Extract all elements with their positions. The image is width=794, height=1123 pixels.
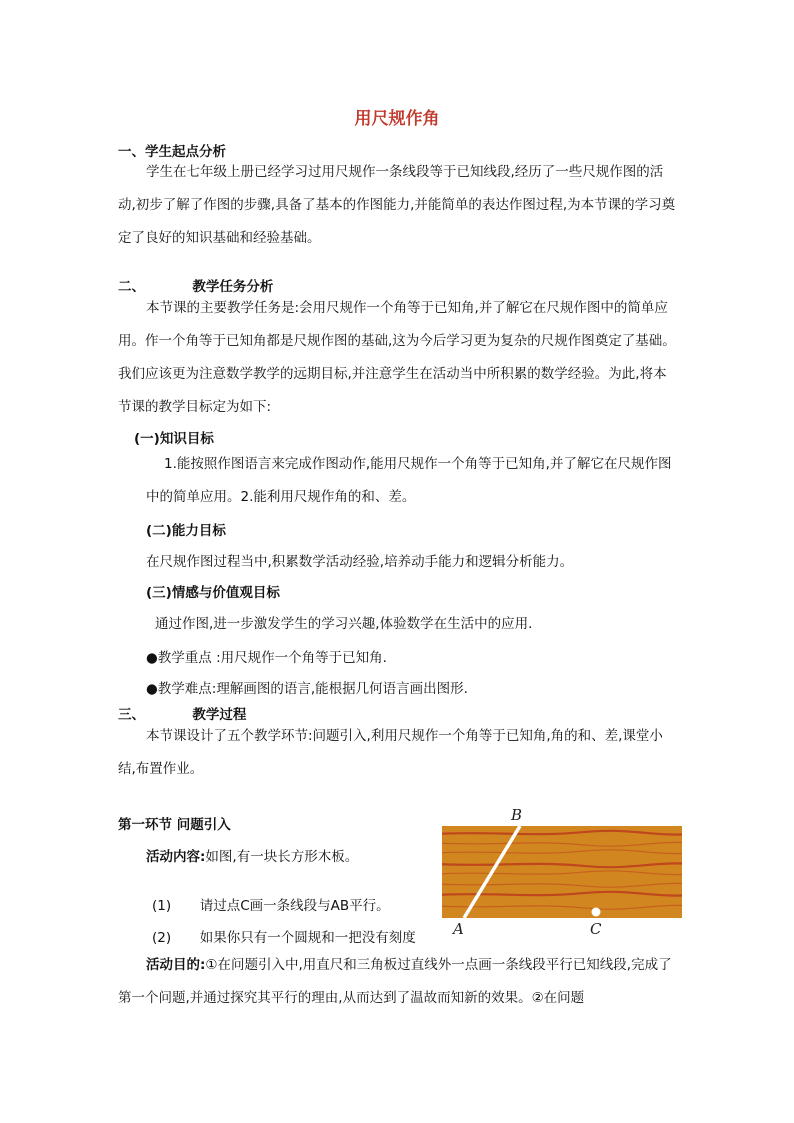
knowledge-goal-heading: (一)知识目标: [134, 431, 214, 447]
question-2-text: 如果你只有一个圆规和一把没有刻度: [199, 930, 416, 946]
section2-body: 本节课的主要教学任务是:会用尺规作一个角等于已知角,并了解它在尺规作图中的简单应用。作一个角等于已知角都是尺规作图的基础,这为今后学习更为复杂的尺规作图奠定了基础。我们应该更为注意数学教学的远期目标,并注意学生在活动当中所积累的数学经验。为此,将本节课的教学目标定为如下:: [118, 300, 676, 415]
question-1: [152, 894, 390, 914]
key-point: ●教学重点 :用尺规作一个角等于已知角.: [146, 650, 387, 666]
wood-grain-streak: [442, 831, 682, 835]
point-c: [592, 908, 601, 917]
line-ab: [464, 826, 520, 918]
activity-purpose-label: 活动目的:: [146, 957, 206, 973]
emotion-goal-heading: (三)情感与价值观目标: [146, 585, 280, 601]
activity-purpose-text: ①在问题引入中,用直尺和三角板过直线外一点画一条线段平行已知线段,完成了第一个问题,并通过探究其平行的理由,从而达到了温故而知新的效果。②在问题: [118, 957, 672, 1006]
wood-grain-svg: [442, 826, 682, 918]
wood-grain-streak: [442, 850, 682, 854]
wood-grain-streak: [442, 842, 682, 846]
wood-grain-streak: [442, 871, 682, 875]
knowledge-goal-body: 1.能按照作图语言来完成作图动作,能用尺规作一个角等于已知角,并了解它在尺规作图中的简单应用。2.能利用尺规作角的和、差。: [146, 456, 672, 505]
section3-heading-num: 三、: [118, 707, 145, 723]
wood-grain-streak: [442, 863, 682, 867]
activity-purpose: [118, 949, 678, 1015]
question-1-num: (1): [152, 898, 172, 914]
activity-content: [146, 845, 358, 865]
wood-grain-streak: [442, 883, 682, 887]
difficulty-point: ●教学难点:理解画图的语言,能根据几何语言画出图形.: [146, 681, 468, 697]
page-title: 用尺规作角: [354, 109, 440, 129]
activity-content-label: 活动内容:: [146, 849, 206, 865]
section1-heading: 一、学生起点分析: [118, 144, 226, 160]
ability-goal-heading: (二)能力目标: [146, 523, 226, 539]
step1-heading: 第一环节 问题引入: [118, 817, 231, 833]
section2-heading-text: 教学任务分析: [192, 279, 274, 295]
section2-heading-num: 二、: [118, 279, 145, 295]
label-b: B: [511, 806, 523, 824]
label-a: A: [453, 920, 464, 938]
wooden-board-figure: [442, 826, 682, 918]
wood-grain-streak: [442, 905, 682, 909]
ability-goal-body: 在尺规作图过程当中,积累数学活动经验,培养动手能力和逻辑分析能力。: [146, 554, 574, 570]
label-c: C: [590, 920, 602, 938]
section3-heading-text: 教学过程: [192, 707, 247, 723]
question-1-text: 请过点C画一条线段与AB平行。: [199, 898, 390, 914]
emotion-goal-body: 通过作图,进一步激发学生的学习兴趣,体验数学在生活中的应用.: [155, 616, 533, 632]
section3-body: 本节课设计了五个教学环节:问题引入,利用尺规作一个角等于已知角,角的和、差,课堂小结,布置作业。: [118, 728, 663, 777]
question-2: [152, 926, 416, 946]
section1-body: 学生在七年级上册已经学习过用尺规作一条线段等于已知线段,经历了一些尺规作图的活动,初步了解了作图的步骤,具备了基本的作图能力,并能简单的表达作图过程,为本节课的学习奠定了良好的知识基础和经验基础。: [118, 164, 676, 246]
activity-content-text: 如图,有一块长方形木板。: [205, 849, 359, 865]
question-2-num: (2): [152, 930, 172, 946]
